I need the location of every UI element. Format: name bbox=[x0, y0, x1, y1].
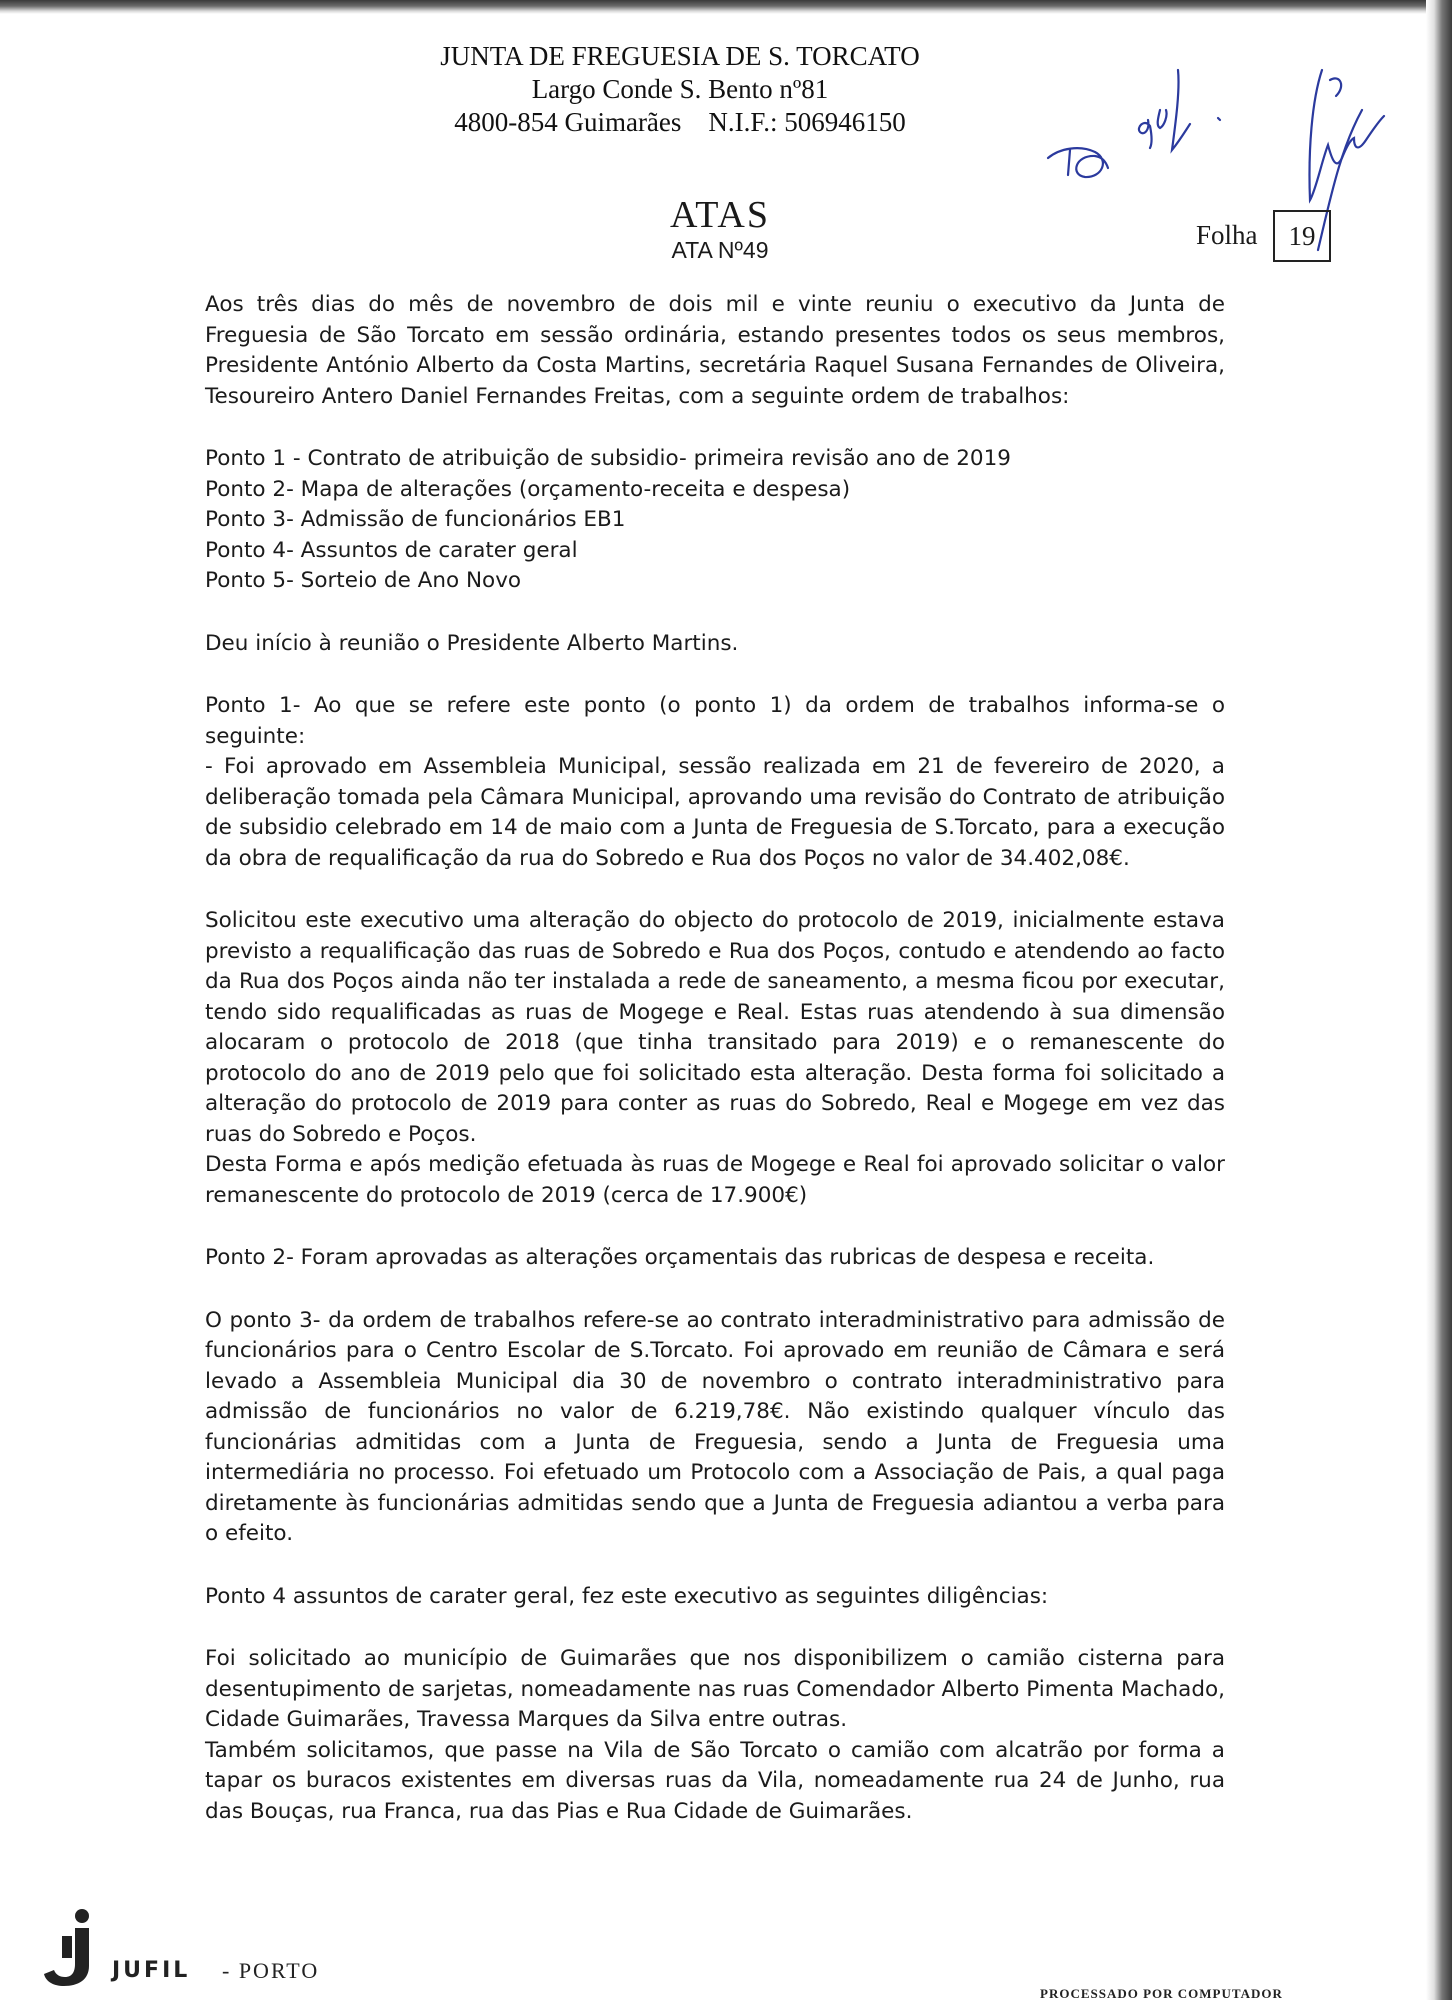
opening-paragraph: Deu início à reunião o Presidente Alberto Martins. bbox=[205, 630, 739, 656]
footer-brand: JUFIL bbox=[112, 1958, 191, 1983]
minutes-body bbox=[205, 290, 1225, 1859]
document-title: ATAS bbox=[670, 194, 770, 236]
ponto1-request: Solicitou este executivo uma alteração do objecto do protocolo de 2019, inicialmente estava previsto a requalificação das ruas de Sobredo e Rua dos Poços, contudo e atendendo ao facto da Rua dos Poços ainda não ter instalada a rede de saneamento, a mesma ficou por executar, tendo sido requalificadas as ruas de Mogege e Real. Estas ruas atendendo à sua dimensão alocaram o protocolo de 2018 (que tinha transitado para 2019) e o remanescente do protocolo do ano de 2019 pelo que foi solicitado esta alteração. Desta forma foi solicitado a alteração do protocolo de 2019 para conter as ruas do Sobredo, Real e Mogege em vez das ruas do Sobredo e Poços. bbox=[205, 908, 1225, 1147]
footer-city: - PORTO bbox=[222, 1958, 320, 1983]
jufil-logo bbox=[42, 1908, 98, 1988]
letterhead-city-nif: 4800-854 Guimarães N.I.F.: 506946150 bbox=[454, 107, 906, 137]
agenda-item: Ponto 3- Admissão de funcionários EB1 bbox=[205, 507, 626, 532]
ata-number: ATA Nº49 bbox=[671, 237, 769, 263]
ponto4-request-cistern: Foi solicitado ao município de Guimarães que nos disponibilizem o camião cisterna para desentupimento de sarjetas, nomeadamente nas ruas Comendador Alberto Pimenta Machado, Cidade Guimarães, Travessa Marques da Silva entre outras. bbox=[205, 1646, 1225, 1732]
ponto1-approval: - Foi aprovado em Assembleia Municipal, sessão realizada em 21 de fevereiro de 2020, a deliberação tomada pela Câmara Municipal, aprovando uma revisão do Contrato de atribuição de subsidio celebrado em 14 de maio com a Junta de Freguesia de S.Torcato, para a execução da obra de requalificação da rua do Sobredo e Rua dos Poços no valor de 34.402,08€. bbox=[205, 754, 1225, 871]
ponto2-paragraph: Ponto 2- Foram aprovadas as alterações orçamentais das rubricas de despesa e receita. bbox=[205, 1245, 1155, 1270]
intro-paragraph: Aos três dias do mês de novembro de dois mil e vinte reuniu o executivo da Junta de Freguesia de São Torcato em sessão ordinária, estando presentes todos os seus membros, Presidente António Alberto da Costa Martins, secretária Raquel Susana Fernandes de Oliveira, Tesoureiro Antero Daniel Fernandes Freitas, com a seguinte ordem de trabalhos: bbox=[205, 292, 1225, 409]
letterhead-address: Largo Conde S. Bento nº81 bbox=[531, 74, 829, 104]
letterhead-name: JUNTA DE FREGUESIA DE S. TORCATO bbox=[440, 41, 920, 71]
ponto3-paragraph: O ponto 3- da ordem de trabalhos refere-se ao contrato interadministrativo para admissão de funcionários para o Centro Escolar de S.Torcato. Foi aprovado em reunião de Câmara e será levado a Assembleia Municipal dia 30 de novembro o contrato interadministrativo para admissão de funcionários no valor de 6.219,78€. Não existindo qualquer vínculo das funcionárias admitidas com a Junta de Freguesia, sendo a Junta de Freguesia uma intermediária no processo. Foi efetuado um Protocolo com a Associação de Pais, a qual paga diretamente às funcionárias admitidas sendo que a Junta de Freguesia adiantou a verba para o efeito. bbox=[205, 1307, 1225, 1546]
ponto4-intro: Ponto 4 assuntos de carater geral, fez este executivo as seguintes diligências: bbox=[205, 1583, 1049, 1609]
ponto1-measurement: Desta Forma e após medição efetuada às ruas de Mogege e Real foi aprovado solicitar o valor remanescente do protocolo de 2019 (cerca de 17.900€) bbox=[205, 1152, 1225, 1208]
scan-edge-top bbox=[0, 0, 1452, 14]
scan-edge-right bbox=[1426, 0, 1452, 2000]
agenda-list bbox=[205, 444, 1225, 597]
ponto1-heading: Ponto 1- Ao que se refere este ponto (o ponto 1) da ordem de trabalhos informa-se o seguinte: bbox=[205, 693, 1225, 749]
ponto4-request-asphalt: Também solicitamos, que passe na Vila de São Torcato o camião com alcatrão por forma a tapar os buracos existentes em diversas ruas da Vila, nomeadamente rua 24 de Junho, rua das Bouças, rua Franca, rua das Pias e Rua Cidade de Guimarães. bbox=[205, 1737, 1225, 1824]
footer-processed-note: PROCESSADO POR COMPUTADOR bbox=[1040, 1986, 1283, 2001]
agenda-item: Ponto 4- Assuntos de carater geral bbox=[205, 537, 578, 563]
agenda-item: Ponto 5- Sorteio de Ano Novo bbox=[205, 568, 522, 593]
letterhead bbox=[400, 40, 960, 139]
agenda-item: Ponto 1 - Contrato de atribuição de subsidio- primeira revisão ano de 2019 bbox=[205, 446, 1011, 471]
folha-number: 19 bbox=[1273, 210, 1331, 262]
folha-label: Folha bbox=[1196, 220, 1258, 250]
agenda-item: Ponto 2- Mapa de alterações (orçamento-receita e despesa) bbox=[205, 476, 851, 502]
